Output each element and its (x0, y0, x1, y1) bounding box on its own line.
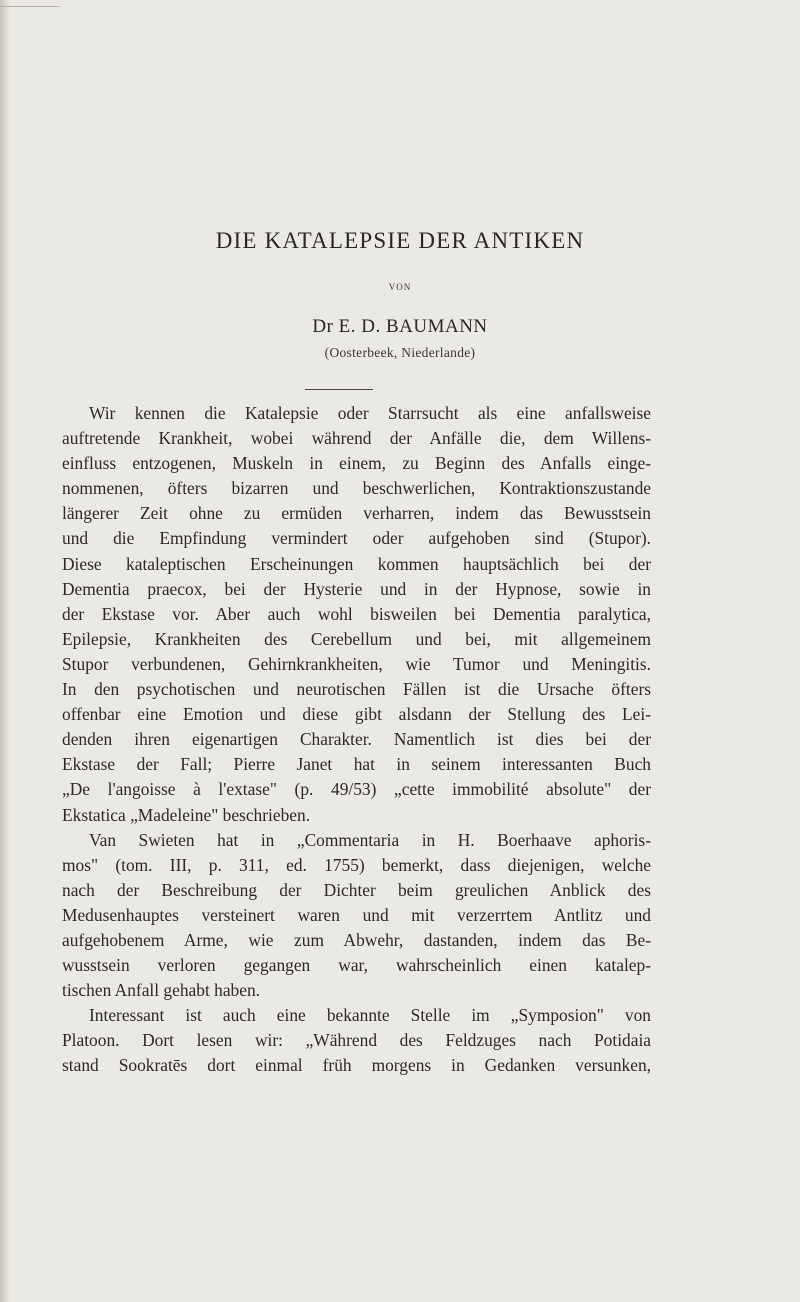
body-line: tischen Anfall gehabt haben. (62, 980, 260, 1001)
body-line: einfluss entzogenen, Muskeln in einem, zu Beginn des Anfalls einge- (62, 453, 651, 474)
body-line: Platoon. Dort lesen wir: „Während des Feldzuges nach Potidaia (62, 1030, 651, 1051)
body-line: Diese kataleptischen Erscheinungen kommen hauptsächlich bei der (62, 553, 651, 574)
body-line: stand Sookratēs dort einmal früh morgens in Gedanken versunken, (62, 1055, 651, 1076)
body-line: In den psychotischen und neurotischen Fällen ist die Ursache öfters (62, 679, 651, 700)
section-divider (305, 389, 373, 390)
body-line: Epilepsie, Krankheiten des Cerebellum und bei, mit allgemeinem (62, 628, 651, 649)
article-body (62, 401, 651, 1079)
body-line: Dementia praecox, bei der Hysterie und in der Hypnose, sowie in (62, 578, 651, 599)
body-line: Van Swieten hat in „Commentaria in H. Boerhaave aphoris- (89, 829, 651, 850)
body-line: „De l'angoisse à l'extase" (p. 49/53) „cette immobilité absolute" der (62, 779, 651, 800)
by-line-label: VON (388, 282, 412, 292)
binding-gutter-shadow (0, 0, 10, 1302)
article-title: DIE KATALEPSIE DER ANTIKEN (215, 228, 585, 253)
body-line: auftretende Krankheit, wobei während der Anfälle die, dem Willens- (62, 428, 651, 449)
author-name: Dr E. D. BAUMANN (312, 316, 488, 337)
body-line: nach der Beschreibung der Dichter beim greulichen Anblick des (62, 879, 651, 900)
body-line: denden ihren eigenartigen Charakter. Namentlich ist dies bei der (62, 729, 651, 750)
body-line: Wir kennen die Katalepsie oder Starrsucht als eine anfallsweise (89, 403, 651, 423)
body-line: nommenen, öfters bizarren und beschwerlichen, Kontraktionszustande (62, 478, 651, 499)
body-line: der Ekstase vor. Aber auch wohl bisweilen bei Dementia paralytica, (62, 603, 651, 624)
body-line: Stupor verbundenen, Gehirnkrankheiten, wie Tumor und Meningitis. (62, 653, 651, 674)
body-line: Medusenhauptes versteinert waren und mit verzerrtem Antlitz und (62, 904, 651, 925)
top-edge-rule (0, 6, 60, 7)
body-line: Ekstase der Fall; Pierre Janet hat in seinem interessanten Buch (62, 754, 651, 775)
body-line: mos" (tom. III, p. 311, ed. 1755) bemerkt, dass diejenigen, welche (62, 854, 651, 875)
body-line: Ekstatica „Madeleine" beschrieben. (62, 804, 311, 825)
author-affiliation: (Oosterbeek, Niederlande) (324, 345, 476, 360)
body-line: aufgehobenem Arme, wie zum Abwehr, dastanden, indem das Be- (62, 929, 651, 950)
body-line: Interessant ist auch eine bekannte Stelle im „Symposion" von (89, 1005, 651, 1026)
body-line: längerer Zeit ohne zu ermüden verharren, indem das Bewusstsein (62, 503, 651, 524)
body-line: wusstsein verloren gegangen war, wahrscheinlich einen katalep- (62, 955, 651, 976)
body-line: offenbar eine Emotion und diese gibt alsdann der Stellung des Lei- (62, 704, 651, 725)
body-line: und die Empfindung vermindert oder aufgehoben sind (Stupor). (62, 528, 651, 549)
